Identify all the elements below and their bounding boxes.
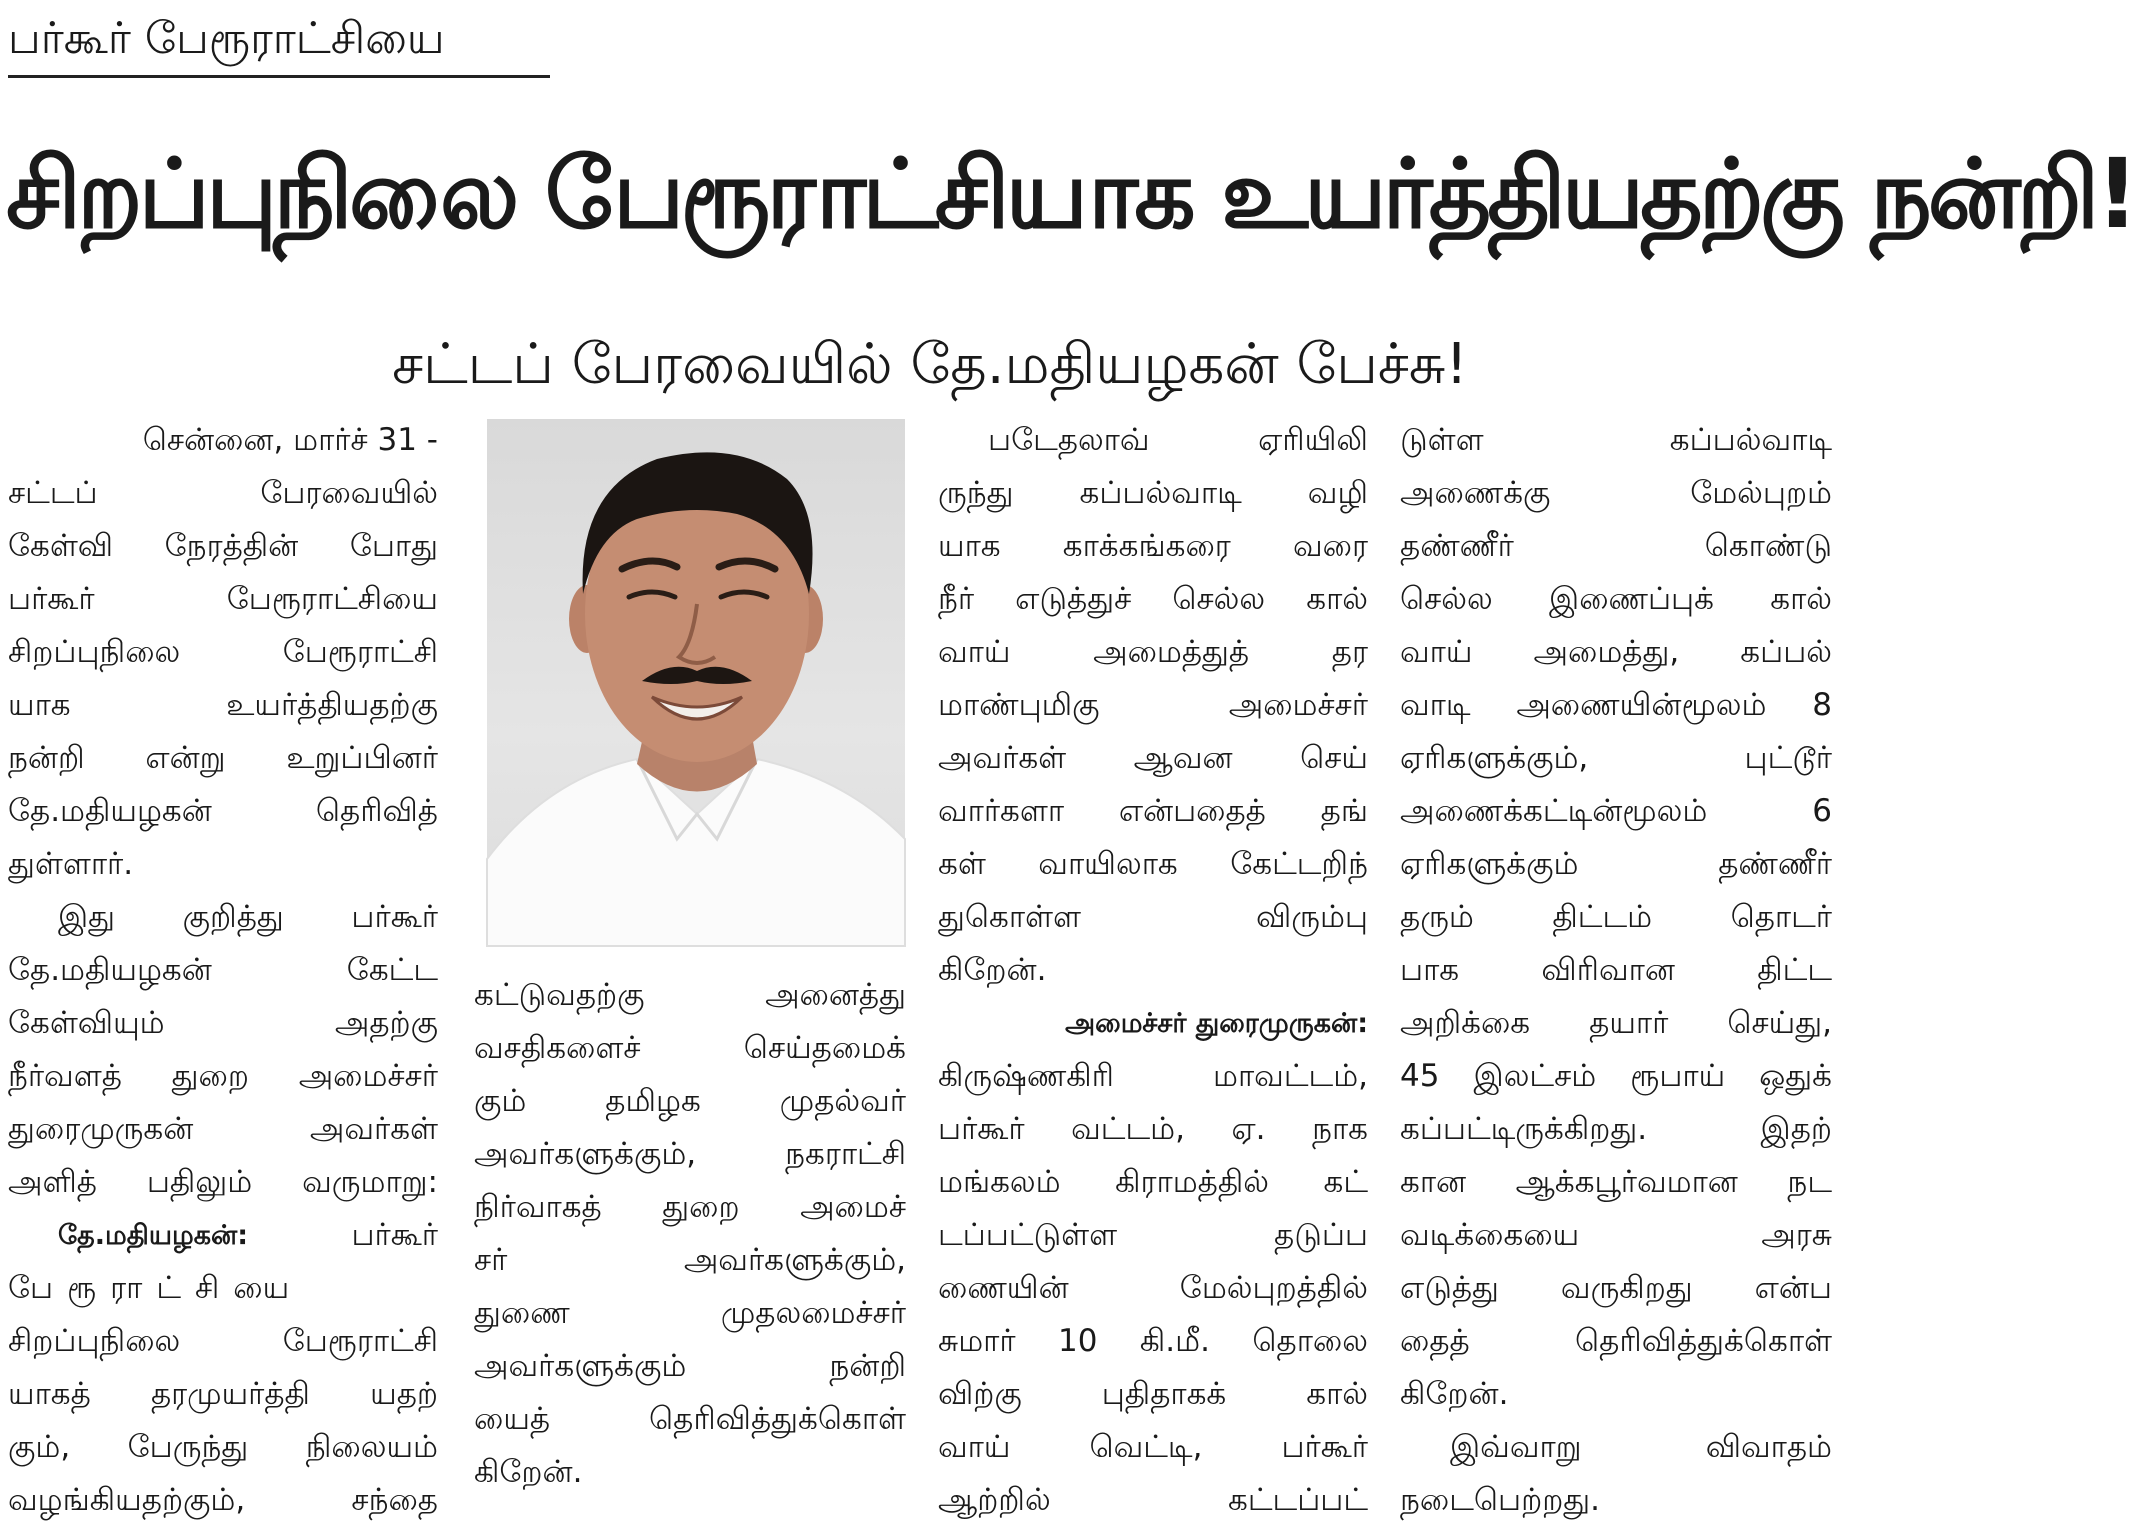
text-line: நடைபெற்றது. xyxy=(1400,1482,1601,1518)
kicker-label: பர்கூர் பேரூராட்சியை xyxy=(8,4,550,78)
text-line: தைத் தெரிவித்துக்கொள் xyxy=(1400,1323,1832,1359)
text-line: ணையின் மேல்புறத்தில் xyxy=(938,1270,1368,1306)
text-line: தே.மதியழகன் தெரிவித் xyxy=(8,793,438,829)
text-line: டுள்ள கப்பல்வாடி xyxy=(1400,422,1832,458)
text-line: ஆற்றில் கட்டப்பட் xyxy=(938,1482,1368,1518)
text-line: கேள்வியும் அதற்கு xyxy=(8,1005,438,1041)
text-line: துரைமுருகன் அவர்கள் xyxy=(8,1111,438,1147)
text-line: செல்ல இணைப்புக் கால் xyxy=(1400,581,1832,617)
text-line: நீர் எடுத்துச் செல்ல கால் xyxy=(938,581,1368,617)
text-line: சென்னை, மார்ச் 31 - xyxy=(142,422,438,458)
text-line: வடிக்கையை அரசு xyxy=(1400,1217,1832,1253)
text-line: வார்களா என்பதைத் தங் xyxy=(938,793,1368,829)
text-line: இது குறித்து பர்கூர் xyxy=(58,899,438,935)
text-line: வழங்கியதற்கும், சந்தை xyxy=(8,1482,438,1518)
text-line: வசதிகளைச் செய்தமைக் xyxy=(474,1030,906,1066)
column-2 xyxy=(474,969,906,1499)
text-line: தரும் திட்டம் தொடர் xyxy=(1400,899,1832,935)
text-line: யாக காக்கங்கரை வரை xyxy=(938,528,1368,564)
text-line: நீர்வளத் துறை அமைச்சர் xyxy=(8,1058,438,1094)
text-line: வாய் அமைத்துத் தர xyxy=(938,634,1368,670)
text-line: நன்றி என்று உறுப்பினர் xyxy=(8,740,438,776)
text-line: டப்பட்டுள்ள தடுப்ப xyxy=(938,1217,1368,1253)
text-line: படேதலாவ் ஏரியிலி xyxy=(988,422,1368,458)
column-3 xyxy=(938,414,1368,1527)
speaker-line xyxy=(8,1209,438,1262)
text-line: சட்டப் பேரவையில் xyxy=(8,475,438,511)
text-line: அவர்கள் ஆவன செய் xyxy=(938,740,1368,776)
text-line: துள்ளார். xyxy=(8,846,134,882)
column-1 xyxy=(8,414,438,1527)
text-line: சுமார் 10 கி.மீ. தொலை xyxy=(938,1323,1368,1359)
text-line: நிர்வாகத் துறை அமைச் xyxy=(474,1189,906,1225)
text-line: கப்பட்டிருக்கிறது. இதற் xyxy=(1400,1111,1832,1147)
text-line: வாய் அமைத்து, கப்பல் xyxy=(1400,634,1832,670)
text-line: பாக விரிவான திட்ட xyxy=(1400,952,1832,988)
text-line: அவர்களுக்கும், நகராட்சி xyxy=(474,1136,906,1172)
text-line: அளித் பதிலும் வருமாறு: xyxy=(8,1164,438,1200)
text-line: பர்கூர் பேரூராட்சியை xyxy=(8,581,438,617)
headline: சிறப்புநிலை பேரூராட்சியாக உயர்த்தியதற்கு நன்றி! xyxy=(6,138,2135,250)
text-line: அவர்களுக்கும் நன்றி xyxy=(474,1348,906,1384)
text-line: மங்கலம் கிராமத்தில் கட் xyxy=(938,1164,1368,1200)
text-line: கிருஷ்ணகிரி மாவட்டம், xyxy=(938,1058,1368,1094)
text-line: இவ்வாறு விவாதம் xyxy=(1450,1429,1832,1465)
text-line: கும் தமிழக முதல்வர் xyxy=(474,1083,906,1119)
speaker-name: தே.மதியழகன்: xyxy=(58,1220,248,1251)
subheadline: சட்டப் பேரவையில் தே.மதியழகன் பேச்சு! xyxy=(392,332,1468,397)
text-line: சிறப்புநிலை பேரூராட்சி xyxy=(8,634,438,670)
text-line: பேரூராட்சியை xyxy=(8,1270,304,1306)
text-line: வாய் வெட்டி, பர்கூர் xyxy=(938,1429,1368,1465)
text-line: அறிக்கை தயார் செய்து, xyxy=(1400,1005,1832,1041)
text-line: கள் வாயிலாக கேட்டறிந் xyxy=(938,846,1368,882)
text-line: கட்டுவதற்கு அனைத்து xyxy=(474,977,906,1013)
text-line: பர்கூர் வட்டம், ஏ. நாக xyxy=(938,1111,1368,1147)
text-line: கேள்வி நேரத்தின் போது xyxy=(8,528,438,564)
text-line: எடுத்து வருகிறது என்ப xyxy=(1400,1270,1832,1306)
text-line: அணைக்கட்டின்மூலம் 6 xyxy=(1400,793,1832,829)
text-fragment: பர்கூர் xyxy=(351,1217,438,1253)
text-line: விற்கு புதிதாகக் கால் xyxy=(938,1376,1368,1412)
text-line: சிறப்புநிலை பேரூராட்சி xyxy=(8,1323,438,1359)
text-line: வாடி அணையின்மூலம் 8 xyxy=(1400,687,1832,723)
text-line: 45 இலட்சம் ரூபாய் ஒதுக் xyxy=(1400,1058,1832,1094)
text-line: கும், பேருந்து நிலையம் xyxy=(8,1429,438,1465)
text-line: ஏரிகளுக்கும், புட்டூர் xyxy=(1400,740,1832,776)
text-line: யைத் தெரிவித்துக்கொள் xyxy=(474,1401,906,1437)
text-line: யாக உயர்த்தியதற்கு xyxy=(8,687,438,723)
column-4 xyxy=(1400,414,1832,1527)
text-line: கிறேன். xyxy=(938,952,1047,988)
text-line: சர் அவர்களுக்கும், xyxy=(474,1242,906,1278)
text-line: யாகத் தரமுயர்த்தி யதற் xyxy=(8,1376,438,1412)
text-line: அணைக்கு மேல்புறம் xyxy=(1400,475,1832,511)
text-line: தண்ணீர் கொண்டு xyxy=(1400,528,1832,564)
text-line: துகொள்ள விரும்பு xyxy=(938,899,1368,935)
text-line: துணை முதலமைச்சர் xyxy=(474,1295,906,1331)
text-line: மாண்புமிகு அமைச்சர் xyxy=(938,687,1368,723)
text-line: ஏரிகளுக்கும் தண்ணீர் xyxy=(1400,846,1832,882)
text-line: ருந்து கப்பல்வாடி வழி xyxy=(938,475,1368,511)
portrait-photo xyxy=(487,419,905,946)
speaker-name: அமைச்சர் துரைமுருகன்: xyxy=(1065,1008,1368,1039)
text-line: கிறேன். xyxy=(1400,1376,1509,1412)
text-line: தே.மதியழகன் கேட்ட xyxy=(8,952,438,988)
text-line: கிறேன். xyxy=(474,1454,583,1490)
text-line: கான ஆக்கபூர்வமான நட xyxy=(1400,1164,1832,1200)
